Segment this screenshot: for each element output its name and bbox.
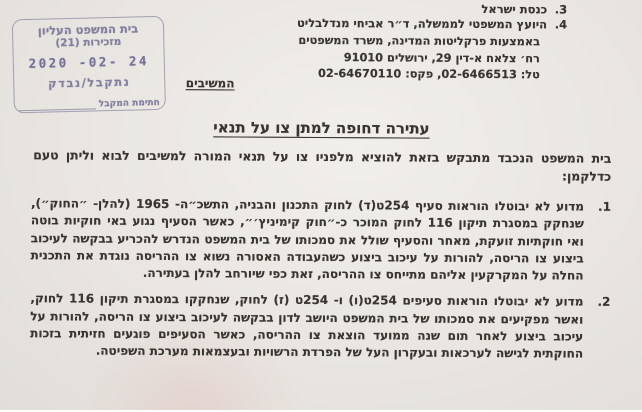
stamp-signature-line (19, 100, 96, 111)
service-line-street: רח׳ צלאח א-דין 29, ירושלים 91010 (298, 49, 540, 67)
stamp-date: 24 -02- 2020 (14, 53, 164, 72)
respondent-number: 4. (554, 17, 567, 32)
stamp-signature-label: חתימת המקבל (99, 98, 160, 109)
stamp-signature-row (19, 98, 160, 111)
clause-number: 2. (583, 294, 610, 363)
intro-paragraph: בית המשפט הנכבד מתבקש בזאת להוציא מלפניו צו על תנאי המורה למשיבים לבוא וליתן טעם כדלקמן: (33, 146, 611, 185)
stamp-office: מזכירות (21) (13, 35, 163, 52)
service-line-via: באמצעות פרקליטות המדינה, משרד המשפטים (298, 33, 540, 51)
stamp-court-name: בית המשפט העליון (13, 22, 163, 39)
respondent-number: 3. (554, 2, 567, 17)
respondent-row (297, 1, 567, 17)
clauses-list (30, 195, 611, 372)
service-address-block (298, 33, 540, 84)
respondent-name: כנסת ישראל (481, 2, 547, 17)
respondents-caption: המשיבים (186, 76, 235, 90)
stamp-status: נתקבל/נבדק (14, 74, 164, 92)
petition-title (0, 117, 642, 139)
clause-text: מדוע לא יבוטלו הוראות סעיף 254ט(ד) לחוק התכנון והבניה, התשכ״ה- 1965 (להלן- ״החוק״), שנחקק במסגרת תיקון 116 לחוק המוכר כ-״חוק קימיניץ׳״, כאשר הסעיף נגוע באי חוקיות בוטה ואי חוקתיות זועקת, מאחר והסעיף שולל את סמכותו של בית המשפט הנדרש להכריע בבקשה לעיכוב ביצוע צו הריסה, להורות על עיכוב ביצוע כשהעבודה האסורה נשוא צו ההריסה נוגדת את התכנית החלה על המקרקעין אליהם מתייחס צו ההריסה, זאת כפי שיורחב להלן בעתירה. (31, 195, 585, 285)
respondent-name: היועץ המשפטי לממשלה, ד״ר אביחי מנדלבליט (297, 15, 547, 31)
petition-title-text: עתירה דחופה למתן צו על תנאי (213, 118, 429, 137)
clause-item (31, 195, 612, 285)
respondent-row (297, 15, 567, 31)
respondents-list (297, 1, 567, 32)
court-received-stamp (12, 16, 166, 114)
service-line-phone-fax: טל: 02-6466513, פקס: 02-64670110 (298, 66, 540, 84)
clause-text: מדוע לא יבוטלו הוראות סעיפים 254ט(ו) ו- 254ט (ז) לחוק, שנחקקו במסגרת תיקון 116 לחוק, ואשר מפקיעים את סמכותו של בית המשפט היושב לדון בבקשה לעיכוב ביצוע צו הריסה, להורות על עיכוב ביצוע לאחר תום שנה ממועד הוצאת צו ההריסה, כאשר הסעיפים פוגעים חזיתית בזכות החוקתית לגישה לערכאות ובעקרון העל של הפרדת הרשויות ובעצמאות מערכת השפיטה. (30, 291, 583, 364)
clause-number: 1. (584, 199, 612, 286)
clause-item (30, 291, 610, 364)
